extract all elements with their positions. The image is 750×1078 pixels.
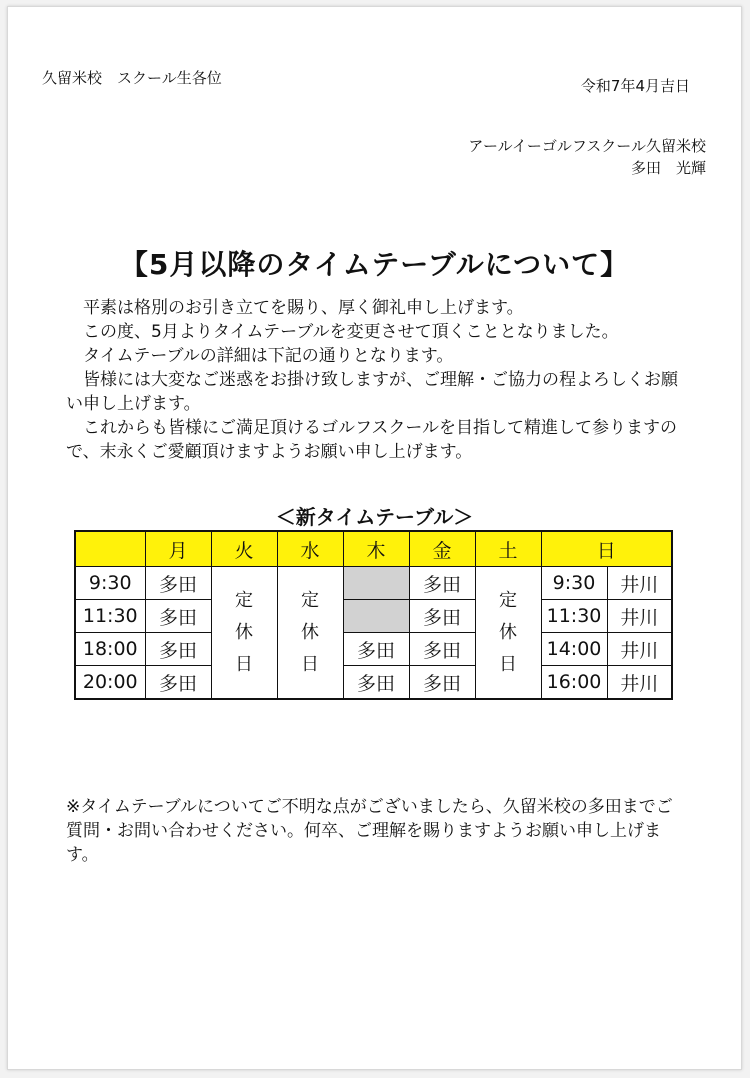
addressee: 久留米校 スクール生各位 xyxy=(42,69,222,87)
fri-instructor: 多田 xyxy=(409,666,475,700)
table-row xyxy=(75,567,672,600)
fri-instructor: 多田 xyxy=(409,633,475,666)
table-row xyxy=(75,600,672,633)
body-paragraph: タイムテーブルの詳細は下記の通りとなります。 xyxy=(83,346,454,366)
tue-closed xyxy=(211,567,277,700)
header-day-tue: 火 xyxy=(211,531,277,567)
time-cell: 11:30 xyxy=(75,600,145,633)
author-name: 多田 光輝 xyxy=(630,159,706,177)
closed-char: 日 xyxy=(301,653,319,675)
time-cell: 18:00 xyxy=(75,633,145,666)
timetable-header-row xyxy=(75,531,672,567)
document-title: 【5月以降のタイムテーブルについて】 xyxy=(119,248,630,281)
sun-instructor: 井川 xyxy=(607,666,672,700)
header-day-fri: 金 xyxy=(409,531,475,567)
issue-date: 令和7年4月吉日 xyxy=(580,77,690,95)
thu-instructor: 多田 xyxy=(343,666,409,700)
sat-closed xyxy=(475,567,541,700)
sun-time-cell: 9:30 xyxy=(541,567,607,600)
timetable xyxy=(74,530,673,700)
mon-instructor: 多田 xyxy=(145,567,211,600)
closed-char: 定 xyxy=(301,589,319,611)
wed-closed xyxy=(277,567,343,700)
closed-char: 休 xyxy=(499,621,517,643)
fri-instructor: 多田 xyxy=(409,567,475,600)
closed-char: 日 xyxy=(235,653,253,675)
sun-time-cell: 16:00 xyxy=(541,666,607,700)
header-day-sat: 土 xyxy=(475,531,541,567)
closed-char: 休 xyxy=(235,621,253,643)
body-paragraph: 皆様には大変なご迷惑をお掛け致しますが、ご理解・ご協力の程よろしくお願い申し上げます。 xyxy=(66,370,678,414)
document-page xyxy=(7,6,742,1070)
mon-instructor: 多田 xyxy=(145,633,211,666)
header-day-thu: 木 xyxy=(343,531,409,567)
thu-empty-slot xyxy=(343,567,409,600)
timetable-title: ＜新タイムテーブル＞ xyxy=(275,505,474,529)
body-text xyxy=(66,296,686,464)
closed-char: 日 xyxy=(499,653,517,675)
header-time-cell xyxy=(75,531,145,567)
footnote: ※タイムテーブルについてご不明な点がございましたら、久留米校の多田までご質問・お問い合わせください。何卒、ご理解を賜りますようお願い申し上げます。 xyxy=(66,797,673,865)
closed-char: 定 xyxy=(235,589,253,611)
fri-instructor: 多田 xyxy=(409,600,475,633)
body-paragraph: これからも皆様にご満足頂けるゴルフスクールを目指して精進して参りますので、末永くご愛顧頂けますようお願い申し上げます。 xyxy=(66,418,677,462)
body-paragraph: この度、5月よりタイムテーブルを変更させて頂くこととなりました。 xyxy=(83,322,619,342)
time-cell: 20:00 xyxy=(75,666,145,700)
header-day-wed: 水 xyxy=(277,531,343,567)
time-cell: 9:30 xyxy=(75,567,145,600)
header-day-sun: 日 xyxy=(541,531,672,567)
mon-instructor: 多田 xyxy=(145,600,211,633)
thu-instructor: 多田 xyxy=(343,633,409,666)
body-paragraph: 平素は格別のお引き立てを賜り、厚く御礼申し上げます。 xyxy=(83,298,524,318)
thu-empty-slot xyxy=(343,600,409,633)
mon-instructor: 多田 xyxy=(145,666,211,700)
sun-time-cell: 11:30 xyxy=(541,600,607,633)
header-day-mon: 月 xyxy=(145,531,211,567)
closed-char: 定 xyxy=(499,589,517,611)
sun-instructor: 井川 xyxy=(607,600,672,633)
organization-name: アールイーゴルフスクール久留米校 xyxy=(468,137,706,155)
sun-time-cell: 14:00 xyxy=(541,633,607,666)
sun-instructor: 井川 xyxy=(607,567,672,600)
table-row xyxy=(75,633,672,666)
sun-instructor: 井川 xyxy=(607,633,672,666)
table-row xyxy=(75,666,672,700)
closed-char: 休 xyxy=(301,621,319,643)
